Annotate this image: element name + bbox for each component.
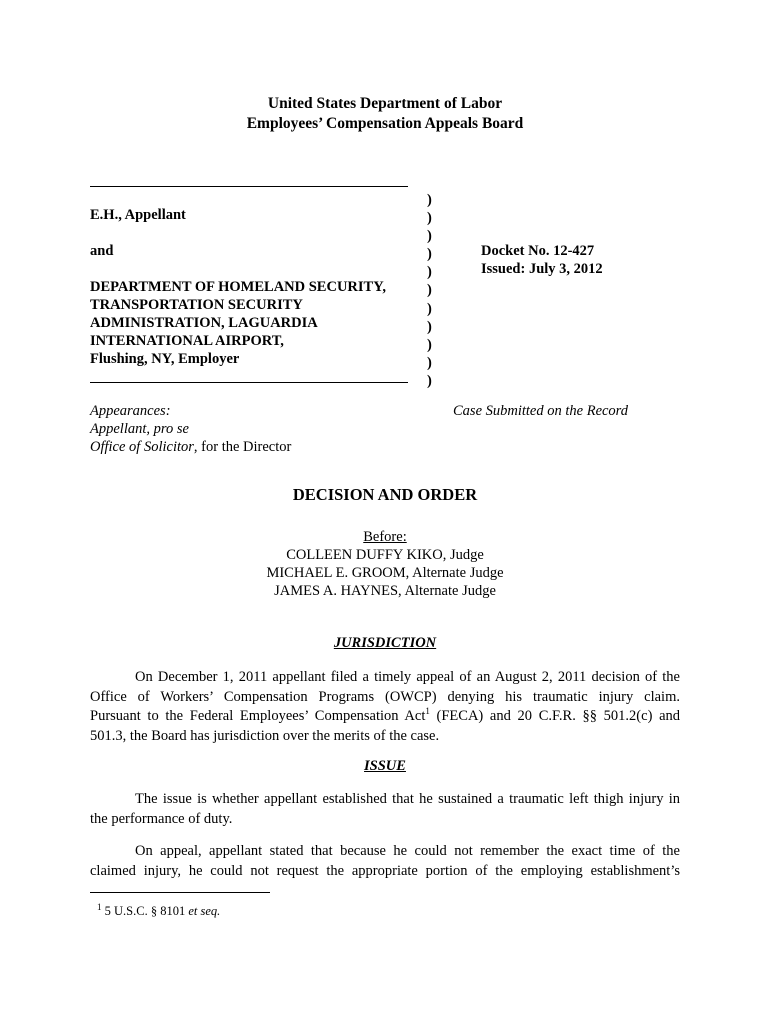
- appearances-label: Appearances:: [90, 403, 171, 419]
- caption-top-rule: [90, 186, 408, 187]
- paren: ): [427, 300, 432, 317]
- case-submitted-note: Case Submitted on the Record: [453, 403, 629, 419]
- employer-line: INTERNATIONAL AIRPORT,: [90, 333, 284, 349]
- paren: ): [427, 228, 432, 245]
- judge-name: MICHAEL E. GROOM, Alternate Judge: [266, 565, 504, 581]
- paren: ): [427, 282, 432, 299]
- docket-number: Docket No. 12-427: [481, 243, 595, 259]
- judge-name: JAMES A. HAYNES, Alternate Judge: [274, 583, 496, 599]
- employer-line: DEPARTMENT OF HOMELAND SECURITY,: [90, 279, 386, 295]
- text-line: claimed injury, he could not request the appropriate portion of the employing establishment’s: [90, 862, 680, 879]
- issued-date: Issued: July 3, 2012: [481, 261, 603, 277]
- docket-block: [481, 242, 603, 278]
- text-line: the performance of duty.: [90, 810, 233, 827]
- issue-paragraph: [90, 790, 680, 829]
- appeal-paragraph: [90, 842, 680, 881]
- board-name: Employees’ Compensation Appeals Board: [246, 115, 524, 132]
- text-line: The issue is whether appellant established that he sustained a traumatic left thigh injury in: [135, 791, 680, 807]
- appellant-name: E.H., Appellant: [90, 207, 186, 223]
- jurisdiction-paragraph: [90, 668, 680, 746]
- appearances-block: [90, 402, 291, 456]
- footnote-ref[interactable]: 1: [425, 706, 430, 717]
- decision-title: DECISION AND ORDER: [292, 485, 478, 504]
- solicitor-role: , for the Director: [193, 439, 292, 455]
- text-line: On December 1, 2011 appellant filed a timely appeal of an August 2, 2011 decision of the: [135, 669, 680, 685]
- paren: ): [427, 210, 432, 227]
- solicitor-appearance: [90, 438, 291, 456]
- text-fragment: (FECA) and 20 C.F.R. §§ 501.2(c) and: [429, 708, 681, 724]
- agency-name: United States Department of Labor: [267, 95, 503, 112]
- paren: ): [427, 318, 432, 335]
- footnote-separator: [90, 892, 270, 893]
- employer-line: ADMINISTRATION, LAGUARDIA: [90, 315, 318, 331]
- paren: ): [427, 246, 432, 263]
- text-line: 501.3, the Board has jurisdiction over the merits of the case.: [90, 727, 440, 744]
- panel-block: [0, 528, 770, 600]
- issue-heading: ISSUE: [364, 758, 406, 774]
- footnote-number: 1: [97, 901, 102, 912]
- employer-line: TRANSPORTATION SECURITY: [90, 297, 303, 313]
- paren: ): [427, 192, 432, 208]
- agency-header: [0, 94, 770, 134]
- caption-bottom-rule: [90, 382, 408, 383]
- text-line: Office of Workers’ Compensation Programs (OWCP) denying his traumatic injury claim.: [90, 688, 680, 705]
- text-line: On appeal, appellant stated that because he could not remember the exact time of the: [135, 843, 680, 859]
- text-line: [90, 707, 680, 727]
- jurisdiction-heading: JURISDICTION: [333, 635, 437, 651]
- paren: ): [427, 264, 432, 281]
- and-label: and: [90, 243, 114, 259]
- footnote-italic: et seq.: [188, 904, 221, 918]
- solicitor-office: Office of Solicitor: [90, 439, 194, 455]
- employer-line: Flushing, NY, Employer: [90, 351, 240, 367]
- appellant-appearance: Appellant, pro se: [90, 421, 189, 437]
- footnote-text: 5 U.S.C. § 8101: [104, 904, 189, 918]
- text-fragment: Pursuant to the Federal Employees’ Compensation Act: [90, 708, 426, 724]
- footnote: [97, 902, 220, 920]
- before-label: Before:: [363, 529, 407, 545]
- employer-block: [90, 278, 386, 368]
- paren: ): [427, 372, 432, 389]
- paren: ): [427, 336, 432, 353]
- caption-parentheses: [427, 191, 439, 390]
- paren: ): [427, 354, 432, 371]
- judge-name: COLLEEN DUFFY KIKO, Judge: [286, 547, 484, 563]
